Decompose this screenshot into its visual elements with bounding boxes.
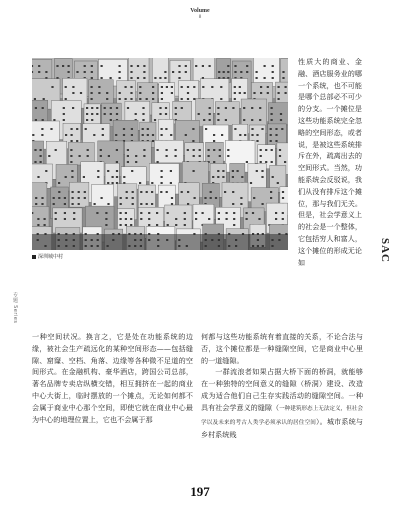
section-side-label: 专题 Series — [12, 292, 18, 324]
photo-caption-text: 深圳城中村 — [38, 254, 64, 260]
paragraph: 性质大的商业、金融、酒店服务业的哪一个系统，也不可能是哪个总部必不可少的分支。一个摊位是这些功能系统完全忽略的空间形态，或者说，是被这些系统排斥在外，疏离出去的空间形式。当然，功能系统会反驳说，我们从没有排斥这个摊位，那与我们无关。但是，社会学意义上的社会是一个整体，它包括穷人和富人，这个摊位的形成无论如 — [298, 57, 362, 267]
urban-village-photo-drawing — [32, 58, 288, 250]
journal-side-logo: SAC — [379, 238, 391, 264]
text-column-bottom-left — [32, 331, 193, 425]
paragraph: 一种空间状况。换言之，它是处在功能系统的边缘，被社会生产疏远化的某种空间形态——包括缝隙、窟窿、空档、角落、边缘等各种微不足道的空间形式。在金融机构、豪华酒店，跨国公司总部，著名品牌专卖店纵横交错，相互拥挤在一起的商业中心大街上，临时摆放的一个摊点，无论如何都不会属于商业中心那个空间，即使它就在商业中心最为中心的地理位置上，它也不会属于那 — [32, 332, 193, 424]
photo-caption — [32, 253, 63, 260]
caption-marker-square-icon — [32, 255, 36, 259]
volume-number: 8 — [198, 15, 202, 20]
page-number: 197 — [190, 484, 210, 499]
volume-label: Volume — [190, 8, 210, 14]
paragraph: 何都与这些功能系统有着直接的关系，不论合法与否，这个摊位都是一种缝隙空间，它是商业中心里的一道缝隙。 — [201, 332, 363, 365]
urban-village-photo — [32, 58, 288, 250]
text-column-right-top — [298, 56, 362, 268]
paragraph-text: 一群流浪者如果占据大桥下面的桥洞，就能够在一种独特的空间意义的缝隙（桥洞）建设、改造成为适合他们自己生存实践活动的缝隙空间。一种具有社会学意义的缝隙（ — [201, 367, 363, 412]
running-header — [0, 8, 400, 21]
paragraph-text-end: ）。城市系统与乡村系统贱 — [201, 416, 363, 440]
inline-note: 一种建筑形态上无法定义，但社会学以及未来的考古人类学必须承认的居住空间 — [201, 405, 363, 426]
paragraph — [201, 366, 363, 441]
text-column-bottom-right — [201, 331, 363, 441]
